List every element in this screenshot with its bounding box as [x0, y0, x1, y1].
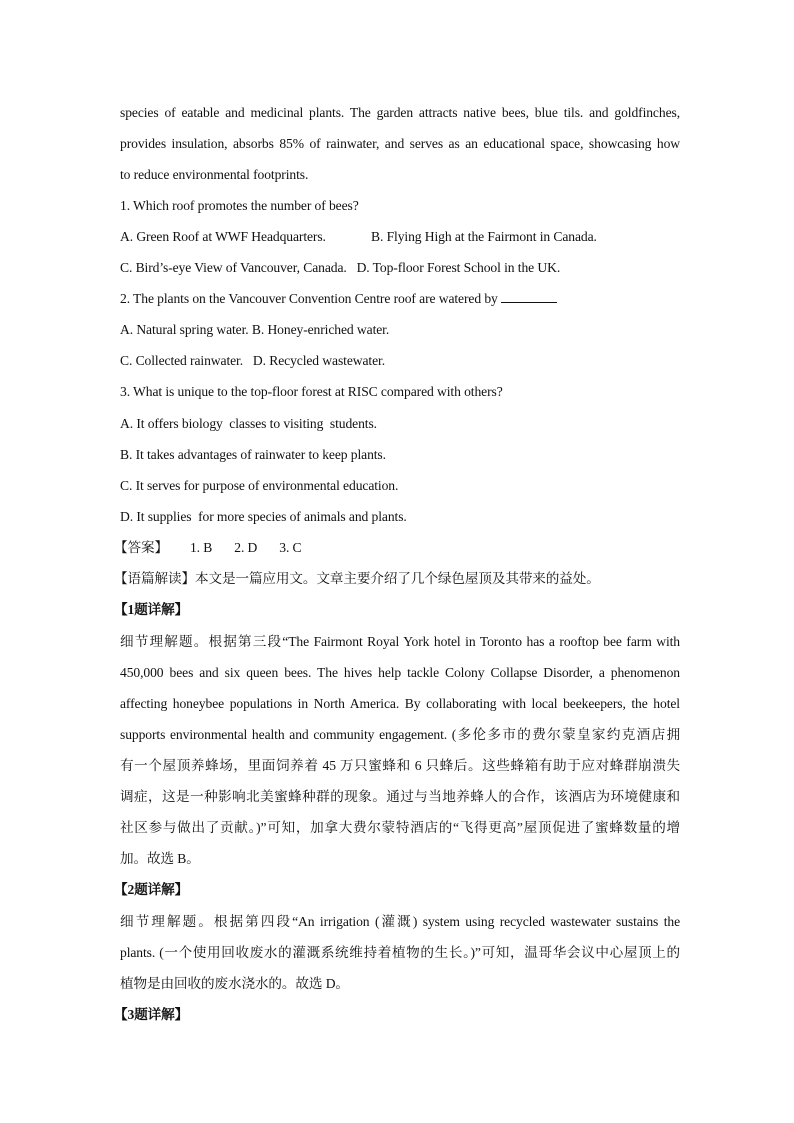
interpretation-line [114, 569, 674, 589]
answer-blank [501, 289, 557, 303]
answer-item: 3. C [279, 540, 302, 555]
option: B. It takes advantages of rainwater to keep plants. [120, 447, 386, 462]
answer-item: 1. B [189, 540, 213, 555]
answer-item: 2. D [234, 540, 258, 555]
option: D. Top-floor Forest School in the UK. [356, 260, 561, 275]
option: B. Flying High at the Fairmont in Canada. [371, 229, 597, 244]
explanation-line: 调症，这是一种影响北美蜜蜂种群的现象。通过与当地养蜂人的合作，该酒店为环境健康和 [120, 789, 680, 804]
question-stem-text: 2. The plants on the Vancouver Convention Centre roof are watered by [120, 291, 498, 306]
answer-label: 【答案】 [114, 540, 168, 555]
answer-line [114, 538, 674, 558]
option: A. Natural spring water. B. Honey-enriched water. [120, 322, 390, 337]
question-stem [120, 289, 680, 309]
explanation-heading: 【2题详解】 [114, 882, 189, 897]
option: D. It supplies for more species of animals and plants. [120, 509, 407, 524]
explanation-line: supports environmental health and community engagement. (多伦多市的费尔蒙皇家约克酒店拥 [120, 727, 680, 742]
explanation-heading: 【3题详解】 [114, 1007, 189, 1022]
explanation-line: 植物是由回收的废水浇水的。故选 D。 [120, 976, 349, 991]
passage-line: provides insulation, absorbs 85% of rainwater, and serves as an educational space, showcasing how [120, 136, 680, 151]
option: C. Bird’s-eye View of Vancouver, Canada. [120, 260, 347, 275]
explanation-line: 有一个屋顶养蜂场，里面饲养着 45 万只蜜蜂和 6 只蜂后。这些蜂箱有助于应对蜂群崩溃失 [120, 758, 680, 773]
explanation-heading: 【1题详解】 [114, 602, 189, 617]
explanation-line: 细节理解题。根据第四段“An irrigation (灌溉) system using recycled wastewater sustains the [120, 914, 680, 929]
explanation-line: 450,000 bees and six queen bees. The hives help tackle Colony Collapse Disorder, a phenomenon [120, 665, 680, 680]
interpretation-text: 本文是一篇应用文。文章主要介绍了几个绿色屋顶及其带来的益处。 [194, 571, 600, 586]
option-row [120, 258, 680, 278]
option: C. Collected rainwater. D. Recycled wastewater. [120, 353, 385, 368]
explanation-line: plants. (一个使用回收废水的灌溉系统维持着植物的生长。)”可知，温哥华会议中心屋顶上的 [120, 945, 680, 960]
explanation-line: 社区参与做出了贡献。)”可知，加拿大费尔蒙特酒店的“飞得更高”屋顶促进了蜜蜂数量的增 [120, 820, 680, 835]
interpretation-label: 【语篇解读】 [114, 571, 195, 586]
explanation-line: 加。故选 B。 [120, 851, 200, 866]
option: A. Green Roof at WWF Headquarters. [120, 229, 326, 244]
question-stem: 1. Which roof promotes the number of bees? [120, 198, 359, 213]
explanation-line: 细节理解题。根据第三段“The Fairmont Royal York hotel in Toronto has a rooftop bee farm with [120, 634, 680, 649]
question-stem: 3. What is unique to the top-floor forest at RISC compared with others? [120, 384, 503, 399]
passage-line: to reduce environmental footprints. [120, 167, 309, 182]
passage-line: species of eatable and medicinal plants. The garden attracts native bees, blue tils. and goldfinches, [120, 105, 680, 120]
explanation-line: affecting honeybee populations in North America. By collaborating with local beekeepers, the hotel [120, 696, 680, 711]
option: C. It serves for purpose of environmental education. [120, 478, 399, 493]
option: A. It offers biology classes to visiting students. [120, 416, 377, 431]
